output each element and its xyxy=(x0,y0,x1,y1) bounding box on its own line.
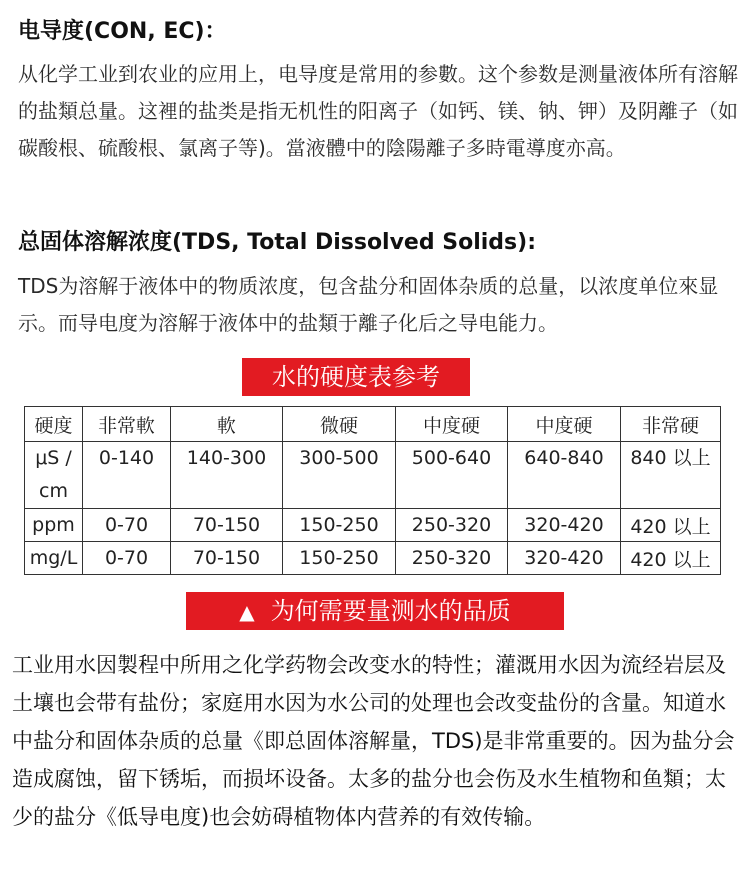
hardness-table xyxy=(24,406,721,575)
table-row xyxy=(25,542,721,575)
table-cell: 320-420 xyxy=(508,509,621,542)
why-banner-label: 为何需要量测水的品质 xyxy=(270,597,511,625)
why-paragraph: 工业用水因製程中所用之化学药物会改变水的特性；灌溉用水因为流经岩层及土壤也会带有盐份；家庭用水因为水公司的处理也会改变盐份的含量。知道水中盐分和固体杂质的总量《即总固体溶解量，TDS)是非常重要的。因为盐分会造成腐蚀，留下锈垢，而损坏设备。太多的盐分也会伤及水生植物和鱼類；太少的盐分《低导电度)也会妨碍植物体内营养的有效传输。 xyxy=(12,653,735,829)
table-cell: 420 以上 xyxy=(621,542,721,575)
table-header-cell: 中度硬 xyxy=(508,407,621,442)
table-header-cell: 中度硬 xyxy=(396,407,508,442)
triangle-up-icon: ▲ xyxy=(239,600,255,624)
table-cell: 250-320 xyxy=(396,509,508,542)
table-cell: 640-840 xyxy=(508,442,621,509)
table-cell: 420 以上 xyxy=(621,509,721,542)
table-cell: 0-70 xyxy=(83,509,171,542)
table-unit-cell: ppm xyxy=(25,509,83,542)
table-cell: 0-140 xyxy=(83,442,171,509)
table-header-cell: 微硬 xyxy=(283,407,396,442)
table-header-cell: 硬度 xyxy=(25,407,83,442)
tds-paragraph: TDS为溶解于液体中的物质浓度，包含盐分和固体杂质的总量，以浓度单位來显示。而导电度为溶解于液体中的盐類于離子化后之导电能力。 xyxy=(18,274,719,335)
table-cell: 70-150 xyxy=(171,542,283,575)
ec-heading: 电导度(CON, EC)： xyxy=(18,19,227,44)
table-row xyxy=(25,442,721,509)
hardness-banner-label: 水的硬度表参考 xyxy=(272,363,440,391)
table-header-cell: 非常軟 xyxy=(83,407,171,442)
table-cell: 320-420 xyxy=(508,542,621,575)
table-cell: 70-150 xyxy=(171,509,283,542)
ec-paragraph: 从化学工业到农业的应用上，电导度是常用的参數。这个参数是测量液体所有溶解的盐類总量。这裡的盐类是指无机性的阳离子（如钙、镁、钠、钾）及阴離子（如碳酸根、硫酸根、氯离子等)。當液體中的陰陽離子多時電導度亦高。 xyxy=(18,62,738,160)
tds-heading: 总固体溶解浓度(TDS, Total Dissolved Solids): xyxy=(18,230,536,255)
table-cell: 140-300 xyxy=(171,442,283,509)
table-header-cell: 非常硬 xyxy=(621,407,721,442)
table-cell: 250-320 xyxy=(396,542,508,575)
table-cell: 0-70 xyxy=(83,542,171,575)
table-header-row xyxy=(25,407,721,442)
table-row xyxy=(25,509,721,542)
table-cell: 500-640 xyxy=(396,442,508,509)
table-cell: 150-250 xyxy=(283,542,396,575)
table-cell: 300-500 xyxy=(283,442,396,509)
table-header-cell: 軟 xyxy=(171,407,283,442)
table-cell: 150-250 xyxy=(283,509,396,542)
hardness-table-banner xyxy=(242,358,470,396)
table-cell: 840 以上 xyxy=(621,442,721,509)
table-unit-cell: mg/L xyxy=(25,542,83,575)
why-measure-banner xyxy=(186,592,564,630)
table-unit-cell: μS / cm xyxy=(25,442,83,509)
